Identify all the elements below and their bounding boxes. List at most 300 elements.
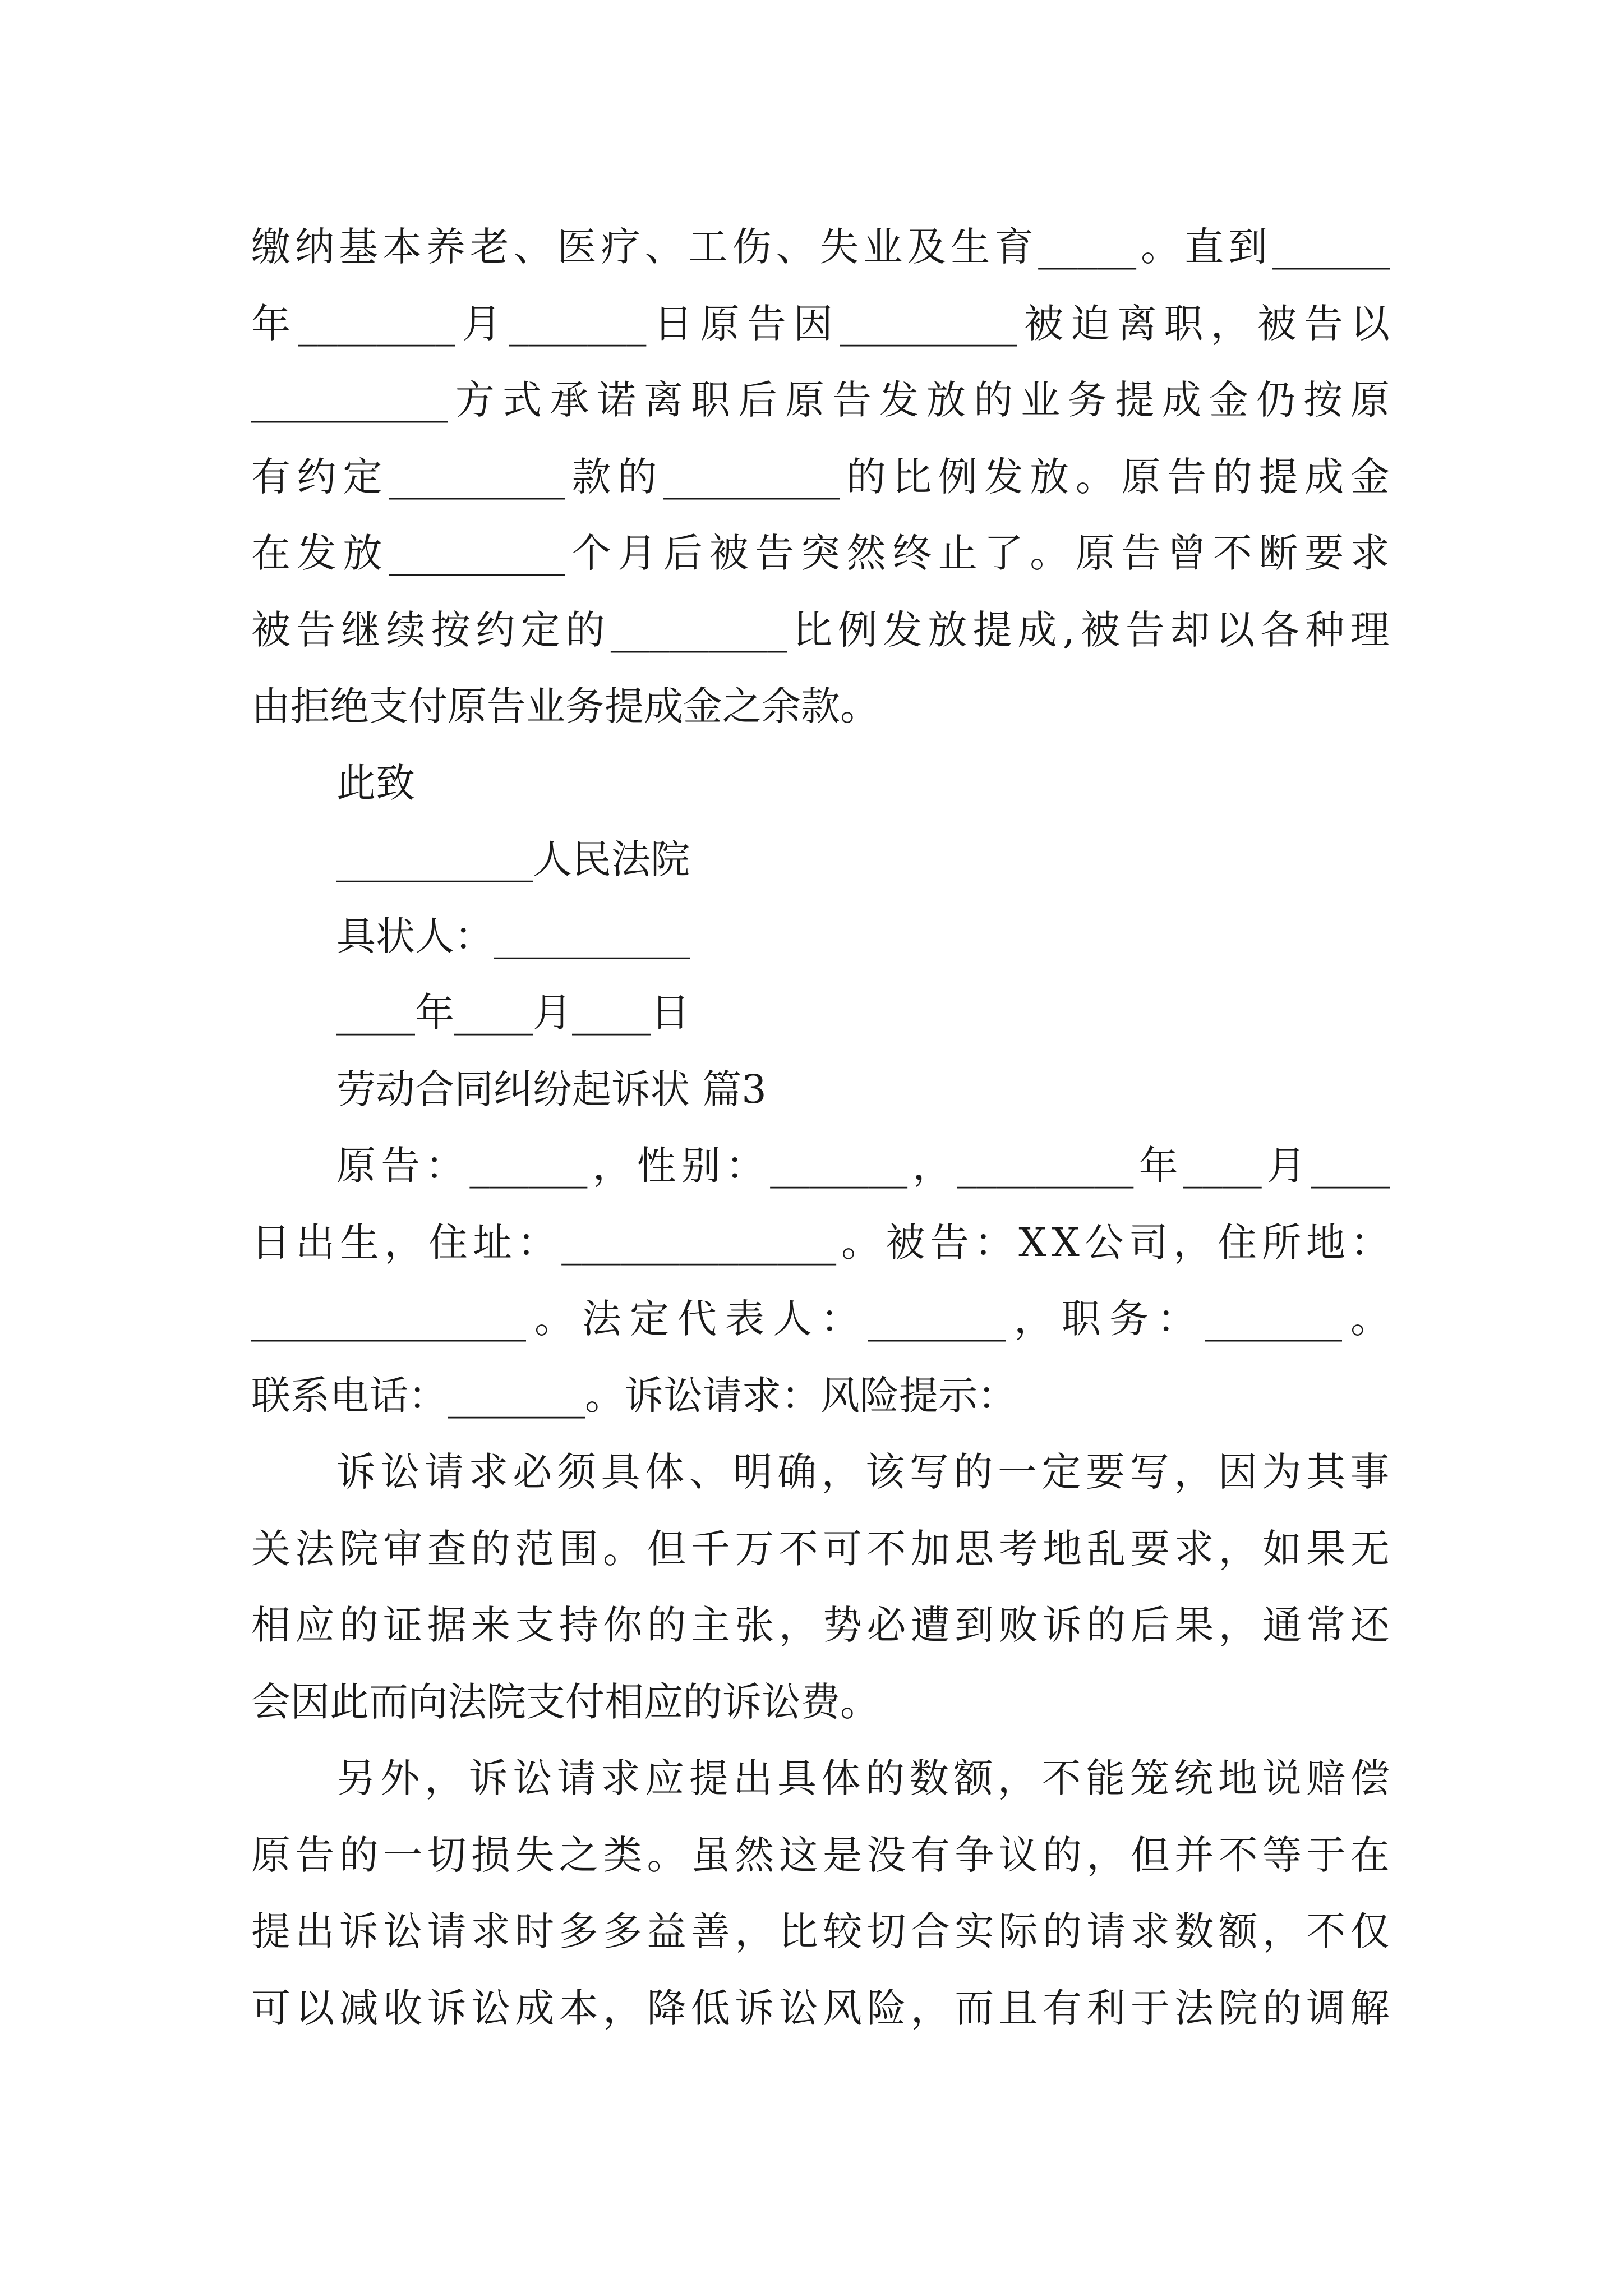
text-char: 院 xyxy=(1218,1985,1258,2031)
text-char: 的 xyxy=(339,1832,379,1878)
text-char: 损 xyxy=(471,1832,510,1878)
text-char: 降 xyxy=(647,1985,686,2031)
text-char: 续 xyxy=(386,606,426,653)
text-char: 按 xyxy=(1303,377,1343,423)
text-char: 诺 xyxy=(597,377,636,423)
blank-field: _________ xyxy=(388,453,565,500)
text-char: 原 xyxy=(1121,453,1161,500)
text-line xyxy=(251,286,1390,362)
section-title: 劳动合同纠纷起诉状 篇3 xyxy=(336,1066,767,1112)
text-char: 个 xyxy=(571,530,611,576)
text-char: 一 xyxy=(383,1832,423,1878)
text-char: 败 xyxy=(998,1602,1038,1648)
text-char: 有 xyxy=(1043,1985,1082,2031)
text-char: 际 xyxy=(998,1908,1038,1954)
text-char: 低 xyxy=(690,1985,730,2031)
text-char: 的 xyxy=(471,1525,510,1572)
text-char: 等 xyxy=(1262,1832,1302,1878)
text-char: 代 xyxy=(677,1296,717,1342)
text-char: 业 xyxy=(1021,377,1060,423)
text-char: 发 xyxy=(879,377,919,423)
text-char: 定 xyxy=(343,453,382,500)
text-char: 求 xyxy=(1174,1525,1214,1572)
blank-field: _________ xyxy=(610,606,787,653)
text-char: 被 xyxy=(886,1219,925,1266)
text-char: 不 xyxy=(866,1525,906,1572)
text-char: 多 xyxy=(559,1908,598,1954)
text-char: 年 xyxy=(1138,1143,1178,1189)
text-char: 公 xyxy=(1084,1219,1124,1266)
text-char: 写 xyxy=(909,1449,949,1495)
text-char: 迫 xyxy=(1071,300,1110,347)
text-char: 继 xyxy=(341,606,381,653)
text-char: 到 xyxy=(1228,224,1268,270)
text-char: 、 xyxy=(689,1449,728,1495)
text-char: 提 xyxy=(689,1755,728,1801)
text-char: ： xyxy=(1157,1296,1196,1342)
text-char: 理 xyxy=(1350,606,1390,653)
text-char: 请 xyxy=(425,1449,464,1495)
text-char: 能 xyxy=(1086,1755,1126,1801)
text-char: 在 xyxy=(1350,1832,1390,1878)
text-char: 告 xyxy=(381,1143,421,1189)
text-char: 的 xyxy=(846,453,886,500)
text-char: ： xyxy=(1350,1219,1390,1266)
text-char: 成 xyxy=(1162,377,1201,423)
text-char: 比 xyxy=(778,1908,818,1954)
text-char: 、 xyxy=(513,224,553,270)
text-char: 另 xyxy=(336,1755,376,1801)
text-char: 请 xyxy=(556,1755,596,1801)
text-char: 比 xyxy=(792,606,832,653)
text-char: 合 xyxy=(910,1908,950,1954)
text-char: 考 xyxy=(998,1525,1038,1572)
text-char: 提 xyxy=(251,1908,291,1954)
text-char: 善 xyxy=(690,1908,730,1954)
text-char: 是 xyxy=(823,1832,863,1878)
text-char: 提 xyxy=(972,606,1012,653)
text-char: 利 xyxy=(1086,1985,1126,2031)
text-char: 支 xyxy=(515,1602,555,1648)
text-char: 有 xyxy=(251,453,291,500)
text-char: 业 xyxy=(863,224,903,270)
text-char: 围 xyxy=(559,1525,598,1572)
text-char: 写 xyxy=(1129,1449,1169,1495)
text-char: 提 xyxy=(1258,453,1298,500)
text-char: 讼 xyxy=(513,1755,552,1801)
text-char: 式 xyxy=(502,377,542,423)
text-char: 性 xyxy=(637,1143,676,1189)
signer-line: 具状人：__________ xyxy=(336,913,690,959)
text-char: 纳 xyxy=(294,224,334,270)
text-char: 果 xyxy=(1174,1602,1214,1648)
blank-field: ________ xyxy=(298,300,455,347)
text-char: ， xyxy=(1218,1602,1258,1648)
text-char: 较 xyxy=(823,1908,863,1954)
text-char: 月 xyxy=(617,530,657,576)
text-char: 伤 xyxy=(732,224,772,270)
text-char: 住 xyxy=(428,1219,468,1266)
text-char: 解 xyxy=(1350,1985,1390,2031)
text-char: 须 xyxy=(556,1449,596,1495)
text-char: 原 xyxy=(700,300,740,347)
text-char: 养 xyxy=(426,224,465,270)
text-char: 后 xyxy=(663,530,703,576)
text-char: 以 xyxy=(1350,300,1390,347)
text-line: 由拒绝支付原告业务提成金之余款。 xyxy=(251,683,879,729)
text-char: 应 xyxy=(645,1755,685,1801)
text-char: 约 xyxy=(297,453,336,500)
text-char: 例 xyxy=(838,606,878,653)
text-char: 断 xyxy=(1258,530,1298,576)
blank-field: _____ xyxy=(1038,224,1137,270)
text-char: 而 xyxy=(955,1985,994,2031)
text-line xyxy=(251,1204,1390,1281)
text-char: 数 xyxy=(909,1755,949,1801)
text-char: ， xyxy=(384,1219,424,1266)
text-char: 求 xyxy=(468,1449,508,1495)
text-char: 关 xyxy=(251,1525,291,1572)
text-char: 被 xyxy=(1257,300,1297,347)
text-char: 可 xyxy=(823,1525,863,1572)
text-char: 告 xyxy=(1121,530,1161,576)
text-char: 因 xyxy=(1218,1449,1257,1495)
text-char: 万 xyxy=(735,1525,774,1572)
text-char: 被 xyxy=(1081,606,1121,653)
text-char: 并 xyxy=(1174,1832,1214,1878)
text-line xyxy=(251,362,1390,438)
text-char: 然 xyxy=(846,530,886,576)
text-char: 不 xyxy=(1041,1755,1081,1801)
text-char: 各 xyxy=(1260,606,1300,653)
text-char: 体 xyxy=(821,1755,861,1801)
text-char: 老 xyxy=(469,224,509,270)
text-char: ： xyxy=(425,1143,465,1189)
text-char: 址 xyxy=(473,1219,513,1266)
text-char: 诉 xyxy=(339,1908,379,1954)
blank-field: ______ xyxy=(469,1143,588,1189)
text-char: 乱 xyxy=(1086,1525,1126,1572)
text-char: 。 xyxy=(841,1219,881,1266)
text-char: 以 xyxy=(1215,606,1255,653)
text-line xyxy=(251,1817,1390,1893)
text-char: ， xyxy=(1173,1219,1212,1266)
text-char: 离 xyxy=(1117,300,1157,347)
text-line xyxy=(251,439,1390,515)
text-char: 出 xyxy=(296,1219,335,1266)
text-char: 地 xyxy=(1043,1525,1082,1572)
blank-field: _______ xyxy=(509,300,647,347)
text-char: 的 xyxy=(865,1755,905,1801)
text-char: 后 xyxy=(1130,1602,1170,1648)
text-char: 体 xyxy=(645,1449,685,1495)
text-char: 突 xyxy=(800,530,840,576)
text-line: 会因此而向法院支付相应的诉讼费。 xyxy=(251,1678,879,1725)
text-char: 要 xyxy=(1130,1525,1170,1572)
text-char: 住 xyxy=(1217,1219,1257,1266)
text-char: 实 xyxy=(955,1908,994,1954)
text-char: 生 xyxy=(340,1219,380,1266)
text-char: 提 xyxy=(1115,377,1154,423)
text-char: ， xyxy=(603,1985,643,2031)
text-char: 之 xyxy=(559,1832,598,1878)
text-char: 你 xyxy=(603,1602,643,1648)
text-char: 相 xyxy=(251,1602,291,1648)
blank-field: _________ xyxy=(388,530,565,576)
text-line xyxy=(251,1511,1390,1587)
text-char: 发 xyxy=(883,606,923,653)
text-char: 的 xyxy=(974,377,1013,423)
text-char: 时 xyxy=(515,1908,555,1954)
text-char: 别 xyxy=(681,1143,721,1189)
text-char: 失 xyxy=(515,1832,555,1878)
text-char: 。 xyxy=(603,1525,643,1572)
text-char: 按 xyxy=(431,606,471,653)
text-char: 成 xyxy=(1304,453,1344,500)
text-char: 原 xyxy=(1350,377,1390,423)
text-char: ， xyxy=(912,1143,952,1189)
text-char: 这 xyxy=(778,1832,818,1878)
text-char: 具 xyxy=(601,1449,640,1495)
text-char: ， xyxy=(997,1755,1037,1801)
text-char: 。 xyxy=(1030,530,1069,576)
text-char: 比 xyxy=(892,453,932,500)
text-char: 议 xyxy=(998,1832,1038,1878)
text-char: 在 xyxy=(251,530,291,576)
text-char: ： xyxy=(974,1219,1014,1266)
text-char: ， xyxy=(778,1602,818,1648)
text-char: 告 xyxy=(1167,453,1207,500)
text-char: 要 xyxy=(1086,1449,1126,1495)
text-char: 法 xyxy=(1174,1985,1214,2031)
text-char: 果 xyxy=(1306,1525,1346,1572)
text-char: ， xyxy=(592,1143,632,1189)
text-char: 赔 xyxy=(1306,1755,1346,1801)
text-char: 直 xyxy=(1184,224,1224,270)
text-char: 放 xyxy=(1030,453,1069,500)
text-line xyxy=(336,1740,1390,1816)
text-char: 必 xyxy=(513,1449,552,1495)
text-char: 告 xyxy=(930,1219,970,1266)
text-char: 止 xyxy=(938,530,978,576)
text-char: 的 xyxy=(1043,1908,1082,1954)
text-char: 查 xyxy=(427,1525,467,1572)
text-char: 讼 xyxy=(383,1908,423,1954)
text-char: 后 xyxy=(738,377,777,423)
text-char: 放 xyxy=(926,377,966,423)
text-char: 主 xyxy=(690,1602,730,1648)
text-char: 的 xyxy=(1212,453,1252,500)
text-char: 于 xyxy=(1306,1832,1346,1878)
text-char: 本 xyxy=(559,1985,598,2031)
text-char: ， xyxy=(910,1985,950,2031)
text-char: 的 xyxy=(339,1602,379,1648)
text-char: 应 xyxy=(295,1602,335,1648)
text-char: 终 xyxy=(892,530,932,576)
blank-field: _________ xyxy=(840,300,1017,347)
text-char: 疗 xyxy=(601,224,640,270)
text-line xyxy=(251,515,1390,591)
text-char: ， xyxy=(821,1449,861,1495)
text-char: 所 xyxy=(1261,1219,1301,1266)
text-char: 发 xyxy=(984,453,1023,500)
text-char: 通 xyxy=(1262,1602,1302,1648)
text-char: 法 xyxy=(582,1296,621,1342)
text-char: 于 xyxy=(1130,1985,1170,2031)
text-char: 告 xyxy=(295,1832,335,1878)
text-char: 司 xyxy=(1128,1219,1168,1266)
text-char: 但 xyxy=(1130,1832,1170,1878)
text-char: 款 xyxy=(571,453,611,500)
text-char: 确 xyxy=(777,1449,817,1495)
blank-field: __________ xyxy=(251,377,448,423)
text-char: 其 xyxy=(1306,1449,1346,1495)
text-char: 原 xyxy=(251,1832,291,1878)
text-char: ： xyxy=(820,1296,860,1342)
text-char: 务 xyxy=(1068,377,1107,423)
text-char: 发 xyxy=(297,530,336,576)
blank-field: _________ xyxy=(663,453,840,500)
text-char: 如 xyxy=(1262,1525,1302,1572)
text-char: 。 xyxy=(534,1296,574,1342)
text-char: 据 xyxy=(427,1602,467,1648)
text-line: 联系电话：_______。诉讼请求：风险提示： xyxy=(251,1372,1017,1419)
text-char: 求 xyxy=(601,1755,640,1801)
text-char: 笼 xyxy=(1129,1755,1169,1801)
text-char: 然 xyxy=(735,1832,774,1878)
blank-field: ______________ xyxy=(251,1296,526,1342)
text-char: 益 xyxy=(647,1908,686,1954)
text-char: 统 xyxy=(1174,1755,1214,1801)
text-line xyxy=(336,1128,1390,1204)
text-char: 有 xyxy=(910,1832,950,1878)
text-char: 放 xyxy=(928,606,967,653)
text-char: 请 xyxy=(427,1908,467,1954)
text-char: 为 xyxy=(1262,1449,1302,1495)
text-char: 诉 xyxy=(427,1985,467,2031)
text-char: 说 xyxy=(1262,1755,1302,1801)
text-char: 原 xyxy=(1075,530,1115,576)
text-char: ： xyxy=(725,1143,765,1189)
text-char: ， xyxy=(1262,1908,1302,1954)
text-char: 被 xyxy=(709,530,749,576)
text-char: 职 xyxy=(1062,1296,1101,1342)
text-line xyxy=(251,209,1390,285)
text-char: 必 xyxy=(866,1602,906,1648)
text-char: 告 xyxy=(1303,300,1343,347)
text-line xyxy=(251,1587,1390,1663)
text-char: , xyxy=(1062,606,1075,653)
text-char: 缴 xyxy=(251,224,291,270)
text-char: 出 xyxy=(733,1755,773,1801)
text-char: 不 xyxy=(778,1525,818,1572)
text-char: 及 xyxy=(907,224,947,270)
text-char: 讼 xyxy=(778,1985,818,2031)
text-char: 例 xyxy=(938,453,978,500)
text-char: 虽 xyxy=(690,1832,730,1878)
text-char: 育 xyxy=(994,224,1034,270)
text-char: 千 xyxy=(690,1525,730,1572)
text-char: 告 xyxy=(1126,606,1165,653)
text-char: ， xyxy=(1014,1296,1053,1342)
text-char: 明 xyxy=(733,1449,773,1495)
text-char: 一 xyxy=(997,1449,1037,1495)
text-char: 承 xyxy=(550,377,589,423)
text-char: 诉 xyxy=(735,1985,774,2031)
text-char: 仍 xyxy=(1256,377,1295,423)
text-char: 诉 xyxy=(1043,1602,1082,1648)
text-char: 诉 xyxy=(336,1449,376,1495)
text-char: 告 xyxy=(296,606,336,653)
text-char: 思 xyxy=(955,1525,994,1572)
text-char: 基 xyxy=(338,224,378,270)
text-char: 约 xyxy=(476,606,515,653)
text-char: X xyxy=(1052,1219,1080,1266)
text-char: 月 xyxy=(1266,1143,1306,1189)
text-char: 不 xyxy=(1306,1908,1346,1954)
text-char: 、 xyxy=(644,224,684,270)
text-char: 年 xyxy=(251,300,291,347)
text-char: 势 xyxy=(823,1602,863,1648)
text-char: 因 xyxy=(793,300,833,347)
text-char: 的 xyxy=(1043,1832,1082,1878)
text-char: 仅 xyxy=(1350,1908,1390,1954)
blank-field: _______ xyxy=(1205,1296,1342,1342)
text-line xyxy=(251,1970,1390,2046)
text-char: 但 xyxy=(647,1525,686,1572)
text-char: 职 xyxy=(691,377,730,423)
text-char: 的 xyxy=(1262,1985,1302,2031)
text-char: 常 xyxy=(1306,1602,1346,1648)
text-char: 诉 xyxy=(468,1755,508,1801)
text-char: 定 xyxy=(1041,1449,1081,1495)
text-char: 事 xyxy=(1350,1449,1390,1495)
text-char: 方 xyxy=(455,377,495,423)
text-char: 种 xyxy=(1305,606,1345,653)
text-char: ， xyxy=(735,1908,774,1954)
text-char: 失 xyxy=(819,224,859,270)
text-line xyxy=(251,1281,1390,1357)
text-char: 无 xyxy=(1350,1525,1390,1572)
text-char: 告 xyxy=(746,300,786,347)
text-char: 求 xyxy=(1130,1908,1170,1954)
text-char: 告 xyxy=(755,530,795,576)
date-line: ____年____月____日 xyxy=(336,990,690,1036)
text-char: 告 xyxy=(832,377,872,423)
blank-field: ____ xyxy=(1183,1143,1262,1189)
text-char: 。 xyxy=(647,1832,686,1878)
text-char: 的 xyxy=(565,606,605,653)
text-char: 讼 xyxy=(471,1985,510,2031)
text-char: 出 xyxy=(295,1908,335,1954)
text-char: 额 xyxy=(953,1755,993,1801)
text-char: 讼 xyxy=(380,1449,420,1495)
text-char: 。 xyxy=(1075,453,1115,500)
text-char: 法 xyxy=(295,1525,335,1572)
text-char: 外 xyxy=(380,1755,420,1801)
text-char: 日 xyxy=(653,300,693,347)
text-char: 的 xyxy=(617,453,657,500)
text-line xyxy=(336,1434,1390,1510)
text-char: 金 xyxy=(1209,377,1248,423)
blank-field: _______ xyxy=(868,1296,1006,1342)
text-char: ， xyxy=(1174,1449,1214,1495)
text-char: ： xyxy=(517,1219,557,1266)
text-char: 范 xyxy=(515,1525,555,1572)
text-char: ， xyxy=(1210,300,1250,347)
text-char: 加 xyxy=(910,1525,950,1572)
text-char: 曾 xyxy=(1167,530,1207,576)
